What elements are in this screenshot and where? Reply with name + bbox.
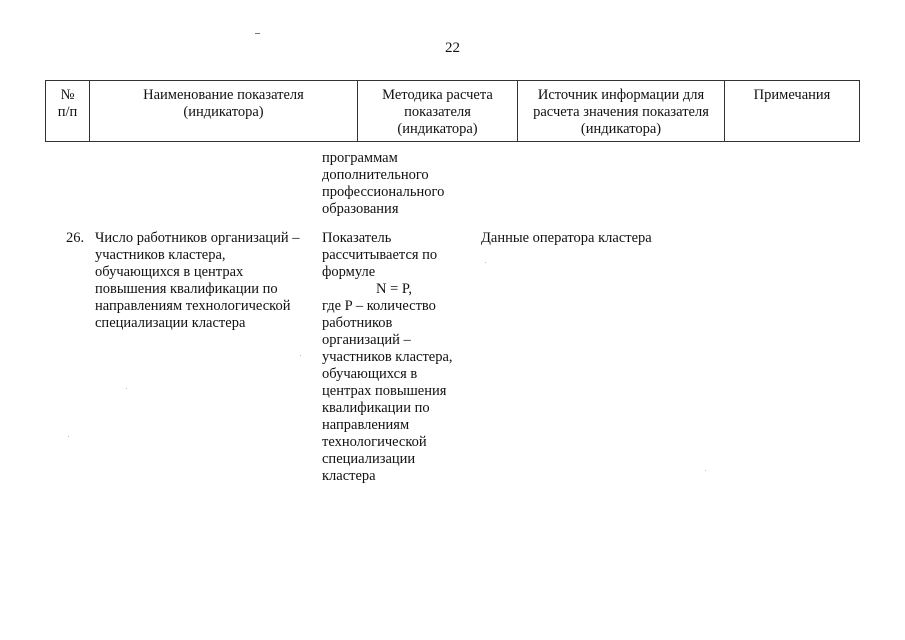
- method-line: кластера: [322, 468, 376, 484]
- formula: N = P,: [376, 281, 412, 297]
- method-line: специализации: [322, 451, 416, 467]
- header-source-line: расчета значения показателя: [533, 104, 709, 120]
- header-number-line: №: [60, 87, 75, 103]
- scan-speck: [705, 470, 706, 471]
- method-line: профессионального: [322, 184, 445, 200]
- header-method-line: (индикатора): [397, 121, 478, 137]
- header-number-column: [46, 81, 90, 141]
- scan-speck: [126, 388, 127, 389]
- header-source-column: [518, 81, 725, 141]
- method-line: Показатель: [322, 230, 392, 246]
- header-indicator-name-column: [90, 81, 358, 141]
- indicator-name-line: участников кластера,: [95, 247, 226, 263]
- scan-speck: [485, 262, 486, 263]
- method-line: где P – количество: [322, 298, 436, 314]
- header-method-line: показателя: [404, 104, 471, 120]
- method-line: программам: [322, 150, 398, 166]
- header-name-line: (индикатора): [183, 104, 264, 120]
- method-line: участников кластера,: [322, 349, 453, 365]
- header-name-line: Наименование показателя: [143, 87, 304, 103]
- scan-mark: [255, 33, 260, 34]
- method-line: квалификации по: [322, 400, 430, 416]
- method-line: центрах повышения: [322, 383, 447, 399]
- method-line: обучающихся в: [322, 366, 418, 382]
- scan-speck: [300, 355, 301, 356]
- page-number: 22: [445, 40, 460, 56]
- indicator-name-line: направлениям технологической: [95, 298, 291, 314]
- method-line: рассчитывается по: [322, 247, 438, 263]
- method-line: работников: [322, 315, 393, 331]
- continued-method-text: [322, 150, 444, 218]
- header-source-line: (индикатора): [580, 121, 662, 137]
- scan-speck: [68, 436, 69, 437]
- indicator-name-line: Число работников организаций –: [95, 230, 300, 246]
- information-source: Данные оператора кластера: [481, 230, 652, 246]
- header-source-line: Источник информации для: [537, 87, 705, 103]
- calculation-method: [322, 230, 453, 485]
- row-number: 26.: [66, 230, 85, 246]
- indicator-name: [95, 230, 299, 332]
- header-notes-line: Примечания: [753, 87, 831, 103]
- indicator-name-line: обучающихся в центрах: [95, 264, 244, 280]
- method-line: технологической: [322, 434, 427, 450]
- header-number-line: п/п: [57, 104, 78, 120]
- method-line: формуле: [322, 264, 376, 280]
- indicator-name-line: специализации кластера: [95, 315, 246, 331]
- method-line: образования: [322, 201, 399, 217]
- indicator-name-line: повышения квалификации по: [95, 281, 278, 297]
- method-line: направлениям: [322, 417, 410, 433]
- method-line: организаций –: [322, 332, 411, 348]
- header-notes-column: [725, 81, 859, 141]
- header-method-line: Методика расчета: [382, 87, 493, 103]
- method-line: дополнительного: [322, 167, 429, 183]
- table-header: [45, 80, 860, 142]
- header-method-column: [358, 81, 518, 141]
